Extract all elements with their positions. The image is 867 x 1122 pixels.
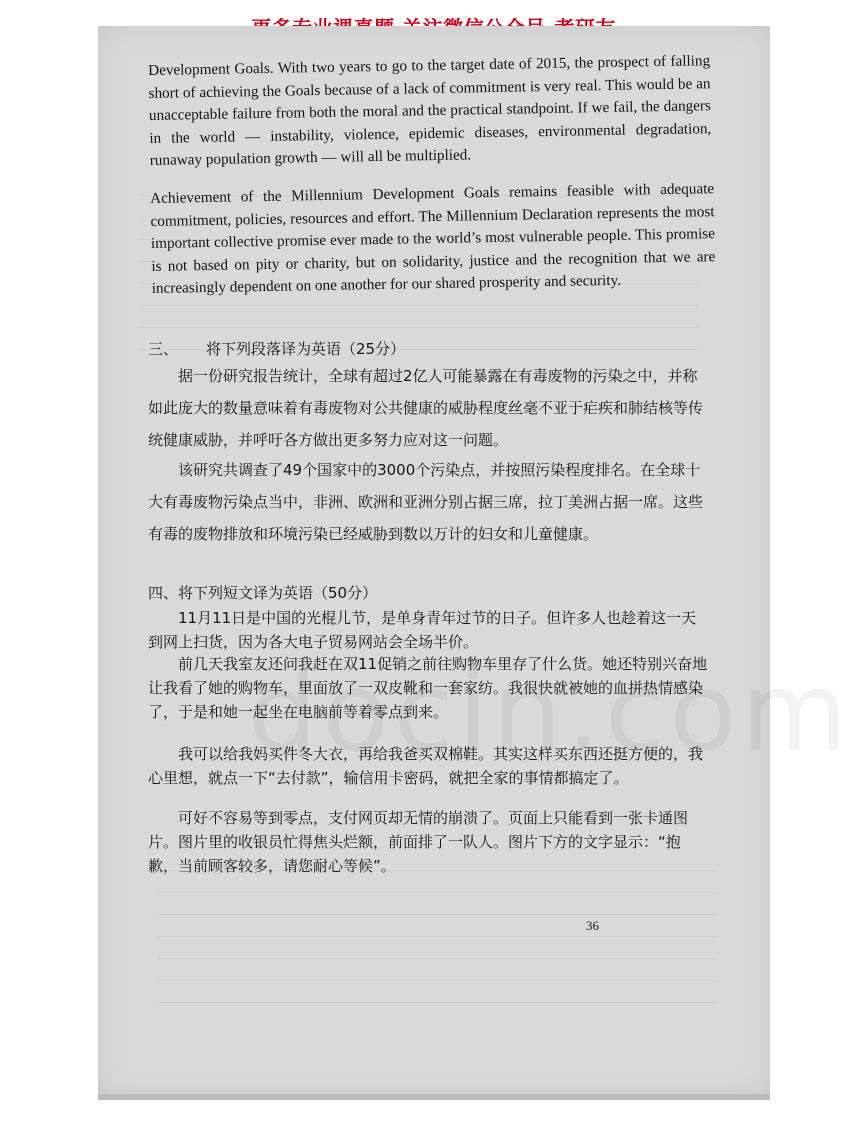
section-4-paragraph-2: 前几天我室友还问我赶在双11促销之前往购物车里存了什么货。她还特别兴奋地让我看了她的购物车，里面放了一双皮靴和一套家纺。我很快就被她的血拼热情感染了，于是和她一起坐在电脑前等着零点到来。 bbox=[148, 655, 708, 721]
english-passage-1: Development Goals. With two years to go to the target date of 2015, the prospect of falling short of achieving the Goals because of a lack of commitment is very real. This would be an unacceptable failure from both the moral and the practical standpoint. If we fail, the dangers in the world — instability, violence, epidemic diseases, environmental degradation, runaway population growth — will all be multiplied. bbox=[148, 52, 712, 169]
section-4-paragraph-1: 11月11日是中国的光棍儿节，是单身青年过节的日子。但许多人也趁着这一天到网上扫货，因为各大电子贸易网站会全场半价。 bbox=[148, 609, 697, 651]
page-number: 36 bbox=[586, 918, 599, 933]
scan-bottom-edge bbox=[98, 1094, 770, 1100]
section-3-number: 三、 bbox=[148, 340, 179, 358]
section-4-heading: 四、将下列短文译为英语（50分） bbox=[148, 584, 378, 602]
section-3-paragraph-1: 据一份研究报告统计，全球有超过2亿人可能暴露在有毒废物的污染之中，并称如此庞大的数量意味着有毒废物对公共健康的威胁程度丝毫不亚于疟疾和肺结核等传统健康威胁，并呼吁各方做出更多努力应对这一问题。 bbox=[148, 367, 704, 449]
bleed-through-texture-lower bbox=[158, 856, 718, 1016]
section-3-paragraph-2: 该研究共调查了49个国家中的3000个污染点，并按照污染程度排名。在全球十大有毒废物污染点当中，非洲、欧洲和亚洲分别占据三席，拉丁美洲占据一席。这些有毒的废物排放和环境污染已经威胁到数以万计的妇女和儿童健康。 bbox=[148, 461, 704, 543]
section-3-title: 将下列段落译为英语（25分） bbox=[206, 340, 406, 358]
section-3-heading bbox=[148, 338, 405, 359]
section-4-paragraph-3: 我可以给我妈买件冬大衣，再给我爸买双棉鞋。其实这样买东西还挺方便的，我心里想，就点一下“去付款”，输信用卡密码，就把全家的事情都搞定了。 bbox=[148, 745, 704, 787]
section-4-paragraph-4: 可好不容易等到零点，支付网页却无情的崩溃了。页面上只能看到一张卡通图片。图片里的收银员忙得焦头烂额，前面排了一队人。图片下方的文字显示：“抱歉，当前顾客较多，请您耐心等候”。 bbox=[148, 809, 689, 875]
english-passage-2: Achievement of the Millennium Development Goals remains feasible with adequate commitment, policies, resources and effort. The Millennium Declaration represents the most important collective promise ever made to the world’s most vulnerable people. This promise is not based on pity or charity, but on solidarity, justice and the recognition that we are increasingly dependent on one another for our shared prosperity and security. bbox=[150, 180, 716, 297]
